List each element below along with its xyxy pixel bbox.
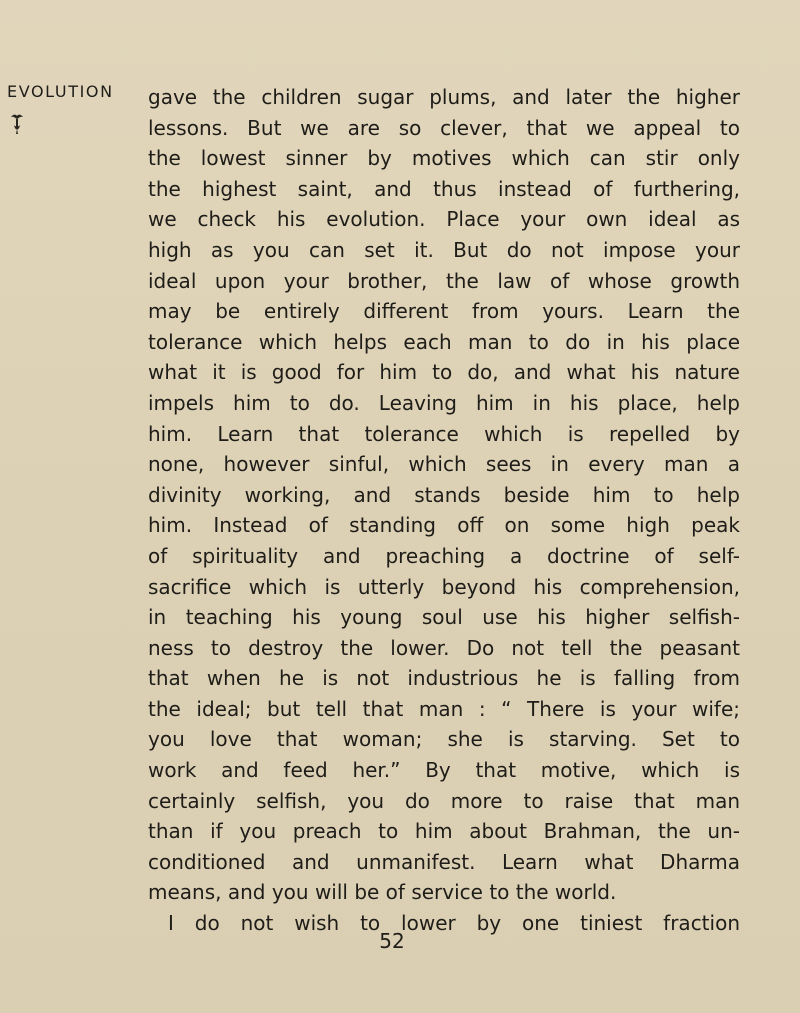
page-number bbox=[0, 926, 800, 956]
paragraph-end-line: means, and you will be of service to the world. bbox=[148, 880, 617, 905]
text-line: work and feed her.” By that motive, which is bbox=[148, 758, 740, 783]
floral-ornament-icon bbox=[9, 113, 25, 135]
page-number-value: 52 bbox=[379, 929, 405, 953]
text-line: the lowest sinner by motives which can stir only bbox=[148, 146, 740, 171]
text-line: him. Learn that tolerance which is repelled by bbox=[148, 421, 740, 446]
text-line: conditioned and unmanifest. Learn what Dharma bbox=[148, 849, 740, 874]
text-line: impels him to do. Leaving him in his place, help bbox=[148, 390, 740, 415]
text-line: the ideal; but tell that man : “ There is your wife; bbox=[148, 696, 740, 721]
text-line: him. Instead of standing off on some high peak bbox=[148, 513, 740, 538]
text-line: gave the children sugar plums, and later the higher bbox=[148, 85, 740, 109]
text-line: certainly selfish, you do more to raise that man bbox=[148, 788, 740, 813]
running-sidenote: EVOLUTION bbox=[7, 82, 114, 101]
text-line: that when he is not industrious he is falling from bbox=[148, 666, 740, 691]
text-line: the highest saint, and thus instead of furthering, bbox=[148, 176, 740, 201]
text-line: than if you preach to him about Brahman, the un- bbox=[148, 819, 740, 844]
text-line: lessons. But we are so clever, that we appeal to bbox=[148, 115, 740, 140]
text-line: ideal upon your brother, the law of whose growth bbox=[148, 268, 740, 293]
text-line: none, however sinful, which sees in every man a bbox=[148, 452, 740, 477]
text-line: tolerance which helps each man to do in his place bbox=[148, 329, 740, 354]
text-line: sacrifice which is utterly beyond his comprehension, bbox=[148, 574, 740, 599]
text-line: divinity working, and stands beside him to help bbox=[148, 482, 740, 507]
text-line: may be entirely different from yours. Learn the bbox=[148, 299, 740, 324]
body-text bbox=[148, 82, 740, 939]
text-line: ness to destroy the lower. Do not tell the peasant bbox=[148, 635, 740, 660]
text-line: we check his evolution. Place your own ideal as bbox=[148, 207, 740, 232]
text-line: of spirituality and preaching a doctrine of self- bbox=[148, 543, 740, 568]
text-line: high as you can set it. But do not impose your bbox=[148, 237, 740, 262]
text-line: you love that woman; she is starving. Set to bbox=[148, 727, 740, 752]
text-line: in teaching his young soul use his higher selfish- bbox=[148, 605, 740, 630]
text-line: I do not wish to lower by one tiniest fraction bbox=[168, 911, 740, 936]
text-line: what it is good for him to do, and what his nature bbox=[148, 360, 740, 385]
